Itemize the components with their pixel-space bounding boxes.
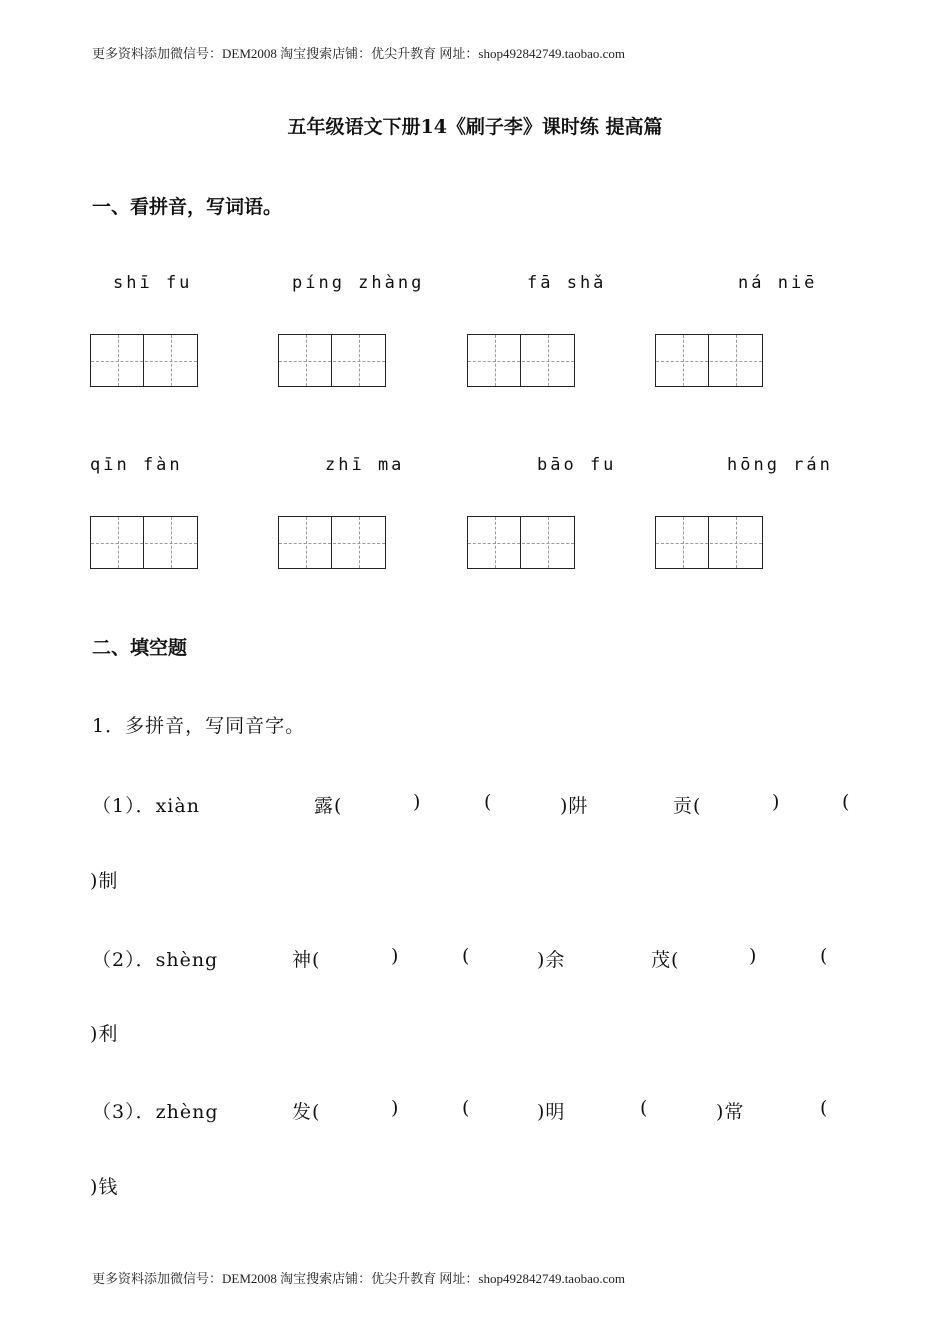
item-2-close-1: ) (391, 945, 400, 967)
item-3-word-3: ( (640, 1097, 649, 1119)
item-2-word-2: )余 (537, 949, 566, 971)
item-2-open-2: ( (462, 945, 471, 967)
item-3-close-1: ) (391, 1097, 400, 1119)
answer-box[interactable] (278, 516, 386, 569)
answer-box[interactable] (655, 516, 763, 569)
pinyin-3: fā shǎ (527, 273, 607, 293)
answer-box[interactable] (278, 334, 386, 387)
item-3-word-2: )明 (537, 1101, 566, 1123)
item-1-word-2: )阱 (560, 795, 589, 817)
section2-heading: 二、填空题 (92, 637, 188, 659)
pinyin-5: qīn fàn (90, 455, 183, 475)
item-2-word-3: 茂( (651, 949, 680, 971)
section1-heading: 一、看拼音，写词语。 (92, 196, 283, 218)
pinyin-8: hōng rán (727, 455, 833, 475)
answer-box[interactable] (655, 334, 763, 387)
item-1-word-3: 贡( (673, 795, 702, 817)
page-header: 更多资料添加微信号：DEM2008 淘宝搜索店铺：优尖升教育 网址：shop492842749.taobao.com (92, 46, 625, 61)
pinyin-7: bāo fu (537, 455, 617, 475)
answer-box[interactable] (467, 516, 575, 569)
item-1-word-4: )制 (90, 870, 119, 892)
item-3-word-4: )钱 (90, 1176, 119, 1198)
item-1-close-3: ) (772, 791, 781, 813)
item-2-word-4: )利 (90, 1023, 119, 1045)
item-3-open-2: ( (462, 1097, 471, 1119)
item-3-word-1: 发( (292, 1101, 321, 1123)
item-1-label: （1）．xiàn (92, 795, 200, 817)
pinyin-6: zhī ma (325, 455, 405, 475)
answer-box[interactable] (90, 516, 198, 569)
answer-box[interactable] (90, 334, 198, 387)
pinyin-2: píng zhàng (292, 273, 425, 293)
item-2-label: （2）．shèng (92, 949, 219, 971)
page-title: 五年级语文下册14《刷子李》课时练 提高篇 (287, 116, 663, 138)
question-1-prompt: 1．多拼音，写同音字。 (92, 715, 306, 737)
item-2-open-4: ( (820, 945, 829, 967)
pinyin-1: shī fu (113, 273, 193, 293)
item-3-close-3: )常 (716, 1101, 745, 1123)
item-2-close-3: ) (749, 945, 758, 967)
item-3-label: （3）．zhèng (92, 1101, 219, 1123)
answer-box[interactable] (467, 334, 575, 387)
item-1-open-2: ( (484, 791, 493, 813)
item-3-open-4: ( (820, 1097, 829, 1119)
item-1-open-4: ( (842, 791, 851, 813)
pinyin-4: ná niē (738, 273, 818, 293)
item-1-close-1: ) (413, 791, 422, 813)
item-1-word-1: 露( (314, 795, 343, 817)
page-footer: 更多资料添加微信号：DEM2008 淘宝搜索店铺：优尖升教育 网址：shop492842749.taobao.com (92, 1271, 625, 1286)
item-2-word-1: 神( (292, 949, 321, 971)
